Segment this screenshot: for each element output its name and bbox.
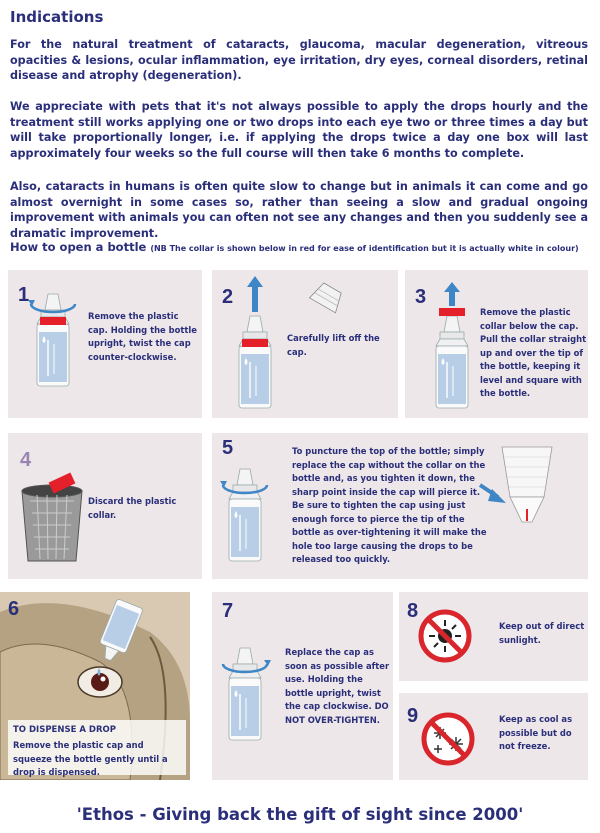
step-2-panel (212, 270, 398, 418)
loose-cap-icon (310, 286, 311, 287)
step-4-panel (8, 433, 202, 579)
step-9-text: Keep as cool as possible but do not freeze. (499, 714, 573, 751)
dog-eye-drop-illustration (0, 592, 1, 593)
step-5-number: 5 (222, 437, 234, 459)
bottle-tighten-cap-illustration (245, 694, 246, 695)
no-sunlight-icon (445, 636, 446, 637)
step-5-panel (212, 433, 588, 579)
step-8-number: 8 (407, 600, 419, 622)
bottle-remove-collar-illustration (452, 362, 453, 363)
step-5-text: To puncture the top of the bottle; simply replace the cap without the collar on the bottle and, as you tighten it down, the sharp point inside the cap will pierce it. Be sure to tighten the cap using just enough force to pierce the tip of the bottle as over-tightening it will make the hole too large causing the drops to be released too quickly. (292, 446, 487, 564)
step-2-text: Carefully lift off the cap. (287, 333, 380, 357)
step-7-number: 7 (222, 600, 234, 622)
step-7-panel (212, 592, 393, 780)
step-1-panel (8, 270, 202, 418)
step-7-text: Replace the cap as soon as possible after use. Holding the bottle upright, twist the cap clockwise. DO NOT OVER-TIGHTEN. (285, 647, 390, 725)
dosage-paragraph: We appreciate with pets that it's not always possible to apply the drops hourly and the treatment still works applying one or two drops into each eye two or three times a day but will take proportionally longer, i.e. if applying the drops twice a day one box will last approximately four weeks so the full course will then take 6 months to complete. (10, 100, 588, 160)
dispense-caption-title: TO DISPENSE A DROP (13, 725, 116, 735)
step-9-panel (399, 693, 588, 780)
step-3-panel (405, 270, 588, 418)
step-6-text: Remove the plastic cap and squeeze the bottle gently until a drop is dispensed. (13, 740, 168, 777)
step-8-panel (399, 592, 588, 681)
dispense-caption (8, 720, 186, 775)
bottle-lift-cap-illustration (255, 362, 256, 363)
step-1-number: 1 (18, 284, 30, 306)
step-1-text: Remove the plastic cap. Holding the bottle upright, twist the cap counter-clockwise. (88, 311, 197, 362)
pointer-arrow-icon (480, 485, 481, 486)
step-2-number: 2 (222, 286, 234, 308)
bottle-recap-illustration (245, 515, 246, 516)
footer-tagline: 'Ethos - Giving back the gift of sight since 2000' (76, 805, 524, 824)
bottle-twist-cap-illustration (53, 340, 54, 341)
step-8-text: Keep out of direct sunlight. (499, 621, 585, 645)
waste-bin-icon (22, 473, 23, 474)
step-3-text: Remove the plastic collar below the cap. Pull the collar straight up and over the tip of the bottle, keeping it level and square with the bottle. (480, 307, 587, 398)
step-4-number: 4 (20, 449, 32, 471)
animals-paragraph: Also, cataracts in humans is often quite slow to change but in animals it can come and go almost overnight in some cases so, rather than seeing a slow and gradual ongoing improvement with animals you can often not see any changes and then you suddenly see a dramatic improvement. (10, 180, 588, 240)
page-heading: Indications (10, 8, 104, 26)
no-freeze-icon (448, 739, 449, 740)
step-4-text: Discard the plastic collar. (88, 496, 177, 520)
step-6-number: 6 (8, 598, 20, 620)
step-3-number: 3 (415, 286, 427, 308)
step-9-number: 9 (407, 705, 419, 727)
cap-cross-section-illustration (502, 447, 503, 448)
how-to-note: (NB The collar is shown below in red for ease of identification but it is actually white in colour) (150, 244, 579, 253)
how-to-title: How to open a bottle (10, 240, 147, 254)
indications-paragraph: For the natural treatment of cataracts, glaucoma, macular degeneration, vitreous opacities & lesions, ocular inflammation, eye irritation, dry eyes, corneal disorders, retinal disease and atrophy (degeneration). (10, 38, 588, 82)
how-to-heading (10, 240, 595, 254)
